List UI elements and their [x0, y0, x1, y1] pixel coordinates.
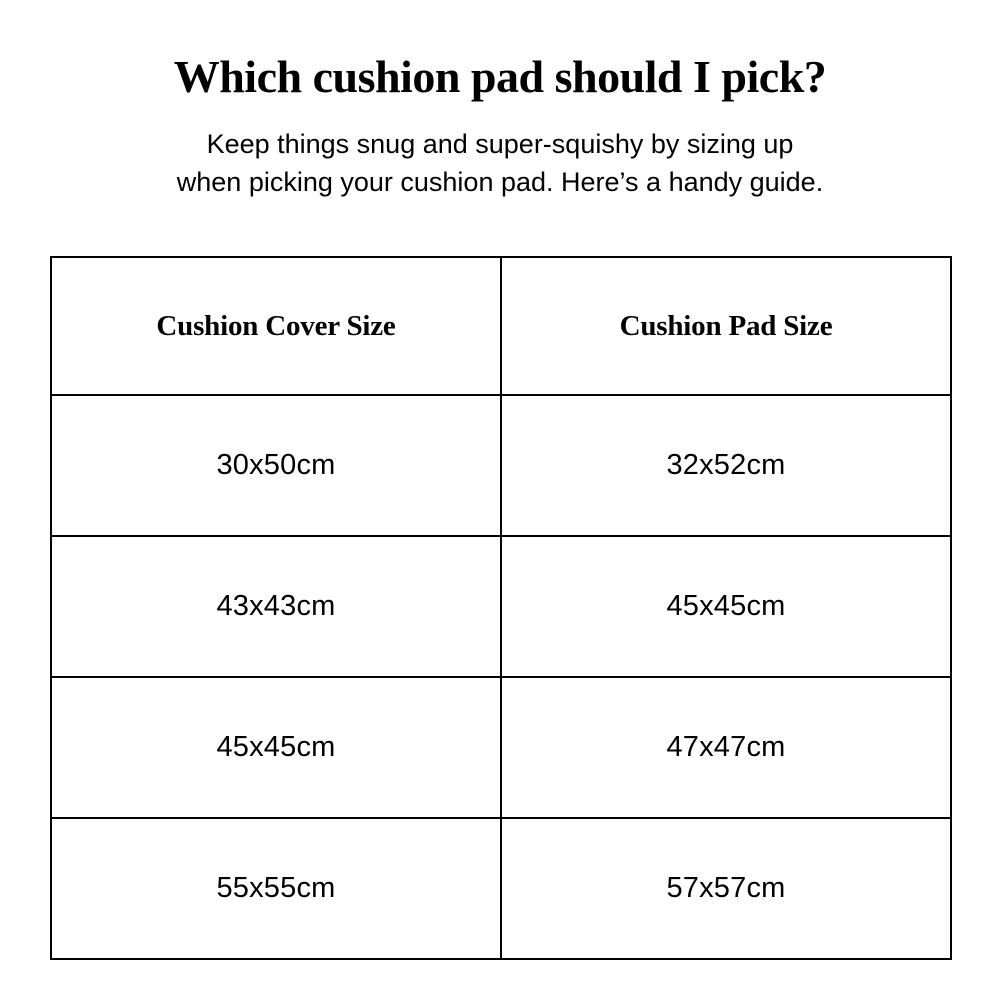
subtitle-line-2: when picking your cushion pad. Here’s a handy guide. [176, 166, 824, 197]
column-header-pad-size: Cushion Pad Size [501, 257, 951, 395]
subtitle-line-1: Keep things snug and super-squishy by sizing up [206, 128, 794, 159]
cell-pad-size: 57x57cm [501, 818, 951, 959]
column-header-cover-size: Cushion Cover Size [51, 257, 501, 395]
table-header [51, 257, 951, 395]
table-row [51, 536, 951, 677]
table-body [51, 395, 951, 959]
cell-cover-size: 45x45cm [51, 677, 501, 818]
table-header-row [51, 257, 951, 395]
table-row [51, 395, 951, 536]
page-subtitle [60, 125, 940, 202]
cell-pad-size: 47x47cm [501, 677, 951, 818]
cell-cover-size: 55x55cm [51, 818, 501, 959]
cell-pad-size: 32x52cm [501, 395, 951, 536]
table-row [51, 818, 951, 959]
size-guide-table-container [50, 256, 950, 960]
cell-pad-size: 45x45cm [501, 536, 951, 677]
cell-cover-size: 30x50cm [51, 395, 501, 536]
table-row [51, 677, 951, 818]
cell-cover-size: 43x43cm [51, 536, 501, 677]
size-guide-table [50, 256, 952, 960]
page-title: Which cushion pad should I pick? [173, 51, 827, 102]
